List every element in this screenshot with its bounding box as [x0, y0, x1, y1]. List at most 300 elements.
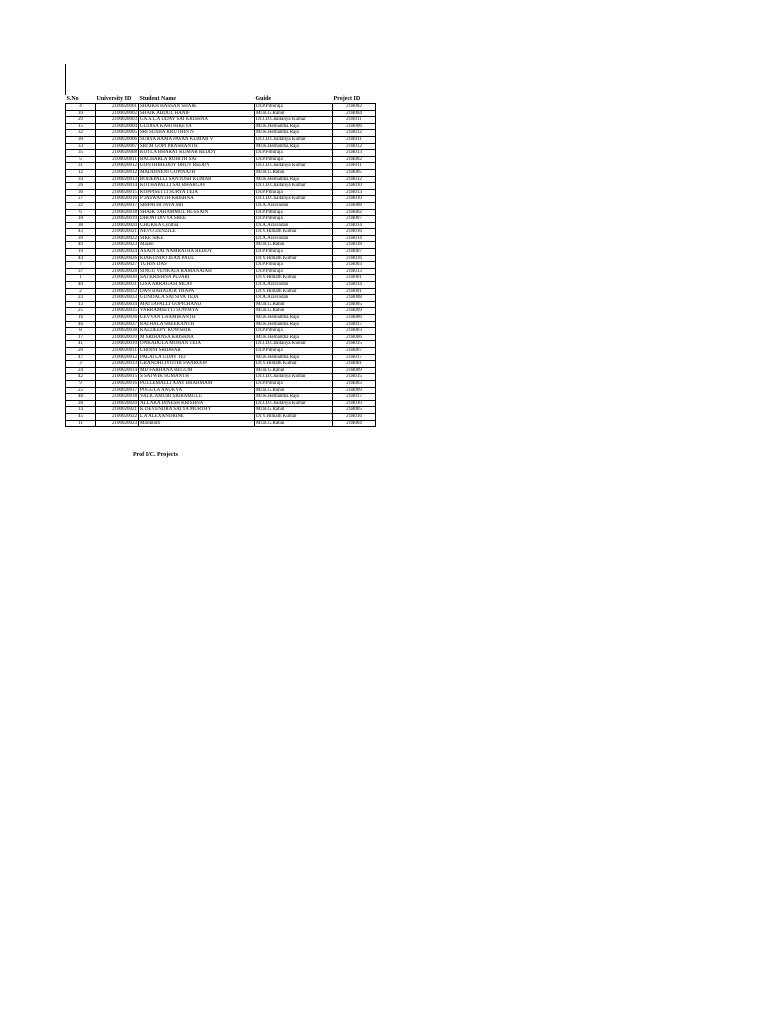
cell-sno: 40	[66, 282, 96, 289]
cell-guide: Dr.J.D.Chaitanya Kumar	[255, 341, 333, 348]
cell-guide: Dr.A.Aravindan	[255, 222, 333, 229]
cell-project-id: 21R017	[333, 394, 376, 401]
cell-university-id: 2100020012	[96, 163, 139, 170]
cell-guide: Mr.K.Hemantha Raja	[255, 354, 333, 361]
table-row	[66, 110, 376, 117]
cell-project-id: 21R011	[333, 117, 376, 124]
table-row	[66, 189, 376, 196]
cell-university-id: 2100020022	[96, 235, 139, 242]
cell-university-id: 2100020023	[96, 420, 139, 427]
header-guide: Guide	[255, 95, 333, 104]
cell-guide: Dr.P.Pitluraja	[255, 380, 333, 387]
cell-university-id: 2100020022	[96, 413, 139, 420]
cell-university-id: 2100020038	[96, 328, 139, 335]
cell-university-id: 2100020012	[96, 169, 139, 176]
table-row	[66, 328, 376, 335]
table-row	[66, 420, 376, 427]
table-row	[66, 400, 376, 407]
header-project-id: Project ID	[333, 95, 376, 104]
cell-project-id: 21R014	[333, 222, 376, 229]
cell-project-id: 21R005	[333, 407, 376, 414]
cell-project-id: 21R001	[333, 361, 376, 368]
cell-sno: 31	[66, 163, 96, 170]
cell-project-id: 21R015	[333, 374, 376, 381]
cell-guide: Dr.A.Aravindan	[255, 202, 333, 209]
cell-project-id: 21R005	[333, 169, 376, 176]
cell-project-id: 21R016	[333, 413, 376, 420]
cell-student-name: SINGU VENKATA RAMANAIAH	[139, 268, 255, 275]
cell-student-name: S SATWIK SUMANTH	[139, 374, 255, 381]
cell-student-name: GEVVAN LAXMIKANTH	[139, 315, 255, 322]
cell-university-id: 2100020002	[96, 110, 139, 117]
cell-project-id: 21R012	[333, 176, 376, 183]
cell-student-name: SHAIKH HASSAN SHAIK	[139, 104, 255, 111]
cell-university-id: 2100020014	[96, 183, 139, 190]
cell-student-name: P JASWANTH KRISHNA	[139, 196, 255, 203]
cell-sno: 2	[66, 288, 96, 295]
cell-project-id: 21R008	[333, 202, 376, 209]
cell-guide: Mr.K.Hemantha Raja	[255, 130, 333, 137]
cell-project-id: 21R016	[333, 229, 376, 236]
cell-university-id: 2100020026	[96, 255, 139, 262]
cell-university-id: 2100020034	[96, 301, 139, 308]
cell-student-name: RACHARLA ROHITH SAI	[139, 156, 255, 163]
cell-university-id: 2100020031	[96, 282, 139, 289]
cell-guide: Mr.B.G.Rahul	[255, 407, 333, 414]
cell-guide: Dr.P.Pitluraja	[255, 328, 333, 335]
cell-university-id: 2100020018	[96, 394, 139, 401]
table-row	[66, 380, 376, 387]
cell-university-id: 2100020011	[96, 347, 139, 354]
cell-sno: 1	[66, 275, 96, 282]
header-university-id: University ID	[96, 95, 139, 104]
cell-guide: Mr.B.G.Rahul	[255, 387, 333, 394]
cell-student-name: SRIPATHI JAYA SRI	[139, 202, 255, 209]
table-row	[66, 301, 376, 308]
cell-student-name: KOTLA BHARAT KUMAR REDDY	[139, 150, 255, 157]
cell-project-id: 21R010	[333, 196, 376, 203]
cell-guide: Mr.B.G.Rahul	[255, 242, 333, 249]
cell-guide: Mr.B.G.Rahul	[255, 169, 333, 176]
cell-project-id: 21R010	[333, 400, 376, 407]
cell-sno: 42	[66, 374, 96, 381]
prof-ic-projects-label: Prof I/C. Projects	[133, 452, 178, 458]
cell-sno: 29	[66, 117, 96, 124]
cell-guide: Dr.A.Aravindan	[255, 295, 333, 302]
cell-guide: Dr.P.Pitluraja	[255, 268, 333, 275]
table-row	[66, 242, 376, 249]
cell-project-id: 21R011	[333, 136, 376, 143]
cell-sno: 17	[66, 334, 96, 341]
cell-guide: Dr.J.D.Chaitanya Kumar	[255, 374, 333, 381]
cell-guide: Dr.Y.Himath Kumar	[255, 275, 333, 282]
cell-student-name: MATTAPALLI GOPICHAND	[139, 301, 255, 308]
cell-guide: Dr.P.Pitluraja	[255, 249, 333, 256]
cell-university-id: 2100020023	[96, 242, 139, 249]
cell-sno: 41	[66, 341, 96, 348]
cell-guide: Dr.J.D.Chaitanya Kumar	[255, 163, 333, 170]
cell-guide: Dr.P.Pitluraja	[255, 347, 333, 354]
cell-sno: 6	[66, 209, 96, 216]
cell-university-id: 2100020021	[96, 229, 139, 236]
cell-sno: 27	[66, 196, 96, 203]
cell-project-id: 21R016	[333, 255, 376, 262]
cell-guide: Dr.P.Pitluraja	[255, 262, 333, 269]
table-row	[66, 150, 376, 157]
table-row	[66, 354, 376, 361]
cell-sno: 25	[66, 387, 96, 394]
cell-student-name: KALDEEPY KOWSHIK	[139, 328, 255, 335]
cell-student-name: Mazen	[139, 242, 255, 249]
table-row	[66, 295, 376, 302]
cell-project-id: 21R007	[333, 347, 376, 354]
cell-student-name: LISA ARRAGASI MLAY	[139, 282, 255, 289]
table-row	[66, 315, 376, 322]
cell-university-id: 2100020028	[96, 268, 139, 275]
cell-student-name: POGULA ANUKYA	[139, 387, 255, 394]
cell-guide: Dr.Y.Himath Kumar	[255, 288, 333, 295]
cell-sno: 32	[66, 130, 96, 137]
cell-university-id: 2100020032	[96, 288, 139, 295]
cell-sno: 39	[66, 235, 96, 242]
cell-guide: Dr.P.Pitluraja	[255, 156, 333, 163]
cell-guide: Dr.J.D.Chaitanya Kumar	[255, 136, 333, 143]
table-row	[66, 123, 376, 130]
cell-student-name: BODEPALLI SANTOSH KUMAR	[139, 176, 255, 183]
sheet-left-border	[65, 64, 66, 95]
cell-university-id: 2100020019	[96, 216, 139, 223]
cell-student-name: SAI KRISHNA PUJARI	[139, 275, 255, 282]
table-row	[66, 136, 376, 143]
cell-student-name: VARRAMSETTI SOWMYA	[139, 308, 255, 315]
cell-university-id: 2100020020	[96, 222, 139, 229]
cell-guide: Mr.K.Hemantha Raja	[255, 394, 333, 401]
cell-sno: 46	[66, 321, 96, 328]
cell-university-id: 2100020017	[96, 202, 139, 209]
cell-project-id: 21R005	[333, 301, 376, 308]
cell-project-id: 21R003	[333, 262, 376, 269]
cell-student-name: M SRIHANSA KRISHNA	[139, 334, 255, 341]
table-row	[66, 361, 376, 368]
cell-sno: 12	[66, 169, 96, 176]
cell-project-id: 21R012	[333, 143, 376, 150]
cell-student-name: Mariktoth	[139, 420, 255, 427]
cell-sno: 23	[66, 295, 96, 302]
cell-sno: 10	[66, 110, 96, 117]
cell-guide: Dr.Y.Himath Kumar	[255, 229, 333, 236]
table-row	[66, 130, 376, 137]
table-row	[66, 413, 376, 420]
table-row	[66, 282, 376, 289]
cell-guide: Dr.P.Pitluraja	[255, 104, 333, 111]
cell-project-id: 21R014	[333, 282, 376, 289]
cell-sno: 19	[66, 249, 96, 256]
table-row	[66, 341, 376, 348]
cell-project-id: 21R003	[333, 380, 376, 387]
table-row	[66, 143, 376, 150]
table-row	[66, 216, 376, 223]
cell-guide: Mr.K.Hemantha Raja	[255, 315, 333, 322]
cell-student-name: ALLAKA DINESH KRISHNA	[139, 400, 255, 407]
cell-sno: 9	[66, 380, 96, 387]
cell-sno: 20	[66, 347, 96, 354]
cell-project-id: 21R013	[333, 189, 376, 196]
table-row	[66, 196, 376, 203]
cell-project-id: 21R018	[333, 242, 376, 249]
cell-student-name: SIKE SIKE	[139, 235, 255, 242]
cell-guide: Dr.P.Pitluraja	[255, 150, 333, 157]
cell-sno: 33	[66, 143, 96, 150]
cell-university-id: 2100020016	[96, 196, 139, 203]
cell-student-name: K DEVENDRA SATYA MURTHY	[139, 407, 255, 414]
cell-guide: Mr.K.Hemantha Raja	[255, 334, 333, 341]
cell-university-id: 2100020037	[96, 321, 139, 328]
table-row	[66, 394, 376, 401]
table-row	[66, 229, 376, 236]
cell-sno: 11	[66, 420, 96, 427]
cell-guide: Dr.A.Aravindan	[255, 235, 333, 242]
cell-project-id: 21R007	[333, 216, 376, 223]
table-row	[66, 275, 376, 282]
cell-project-id: 21R002	[333, 209, 376, 216]
cell-student-name: SHAIK TAHAMMUL HUSSAIN	[139, 209, 255, 216]
cell-sno: 15	[66, 123, 96, 130]
cell-sno: 48	[66, 394, 96, 401]
cell-university-id: 2100020015	[96, 374, 139, 381]
cell-university-id: 2100020030	[96, 275, 139, 282]
table-row	[66, 156, 376, 163]
cell-sno: 30	[66, 136, 96, 143]
cell-sno: 26	[66, 183, 96, 190]
table-row	[66, 367, 376, 374]
cell-sno: 38	[66, 222, 96, 229]
cell-university-id: 2100020010	[96, 341, 139, 348]
cell-university-id: 2100020001	[96, 104, 139, 111]
cell-university-id: 2100020033	[96, 295, 139, 302]
cell-student-name: GUDISA KARTHIKEYA	[139, 123, 255, 130]
cell-project-id: 21R017	[333, 321, 376, 328]
table-row	[66, 262, 376, 269]
header-sno: S.No	[66, 95, 96, 104]
cell-guide: Mr.K.Hemantha Raja	[255, 321, 333, 328]
cell-student-name: L A ALEXANDRINE	[139, 413, 255, 420]
cell-university-id: 2100020039	[96, 334, 139, 341]
table-row	[66, 117, 376, 124]
table-row	[66, 347, 376, 354]
table-row	[66, 104, 376, 111]
cell-university-id: 2100020016	[96, 380, 139, 387]
cell-project-id: 21R007	[333, 249, 376, 256]
cell-university-id: 2100020012	[96, 354, 139, 361]
cell-student-name: SRI SUSHA KRUTHIN N	[139, 130, 255, 137]
cell-university-id: 2100020015	[96, 189, 139, 196]
cell-sno: 18	[66, 216, 96, 223]
cell-project-id: 21R010	[333, 183, 376, 190]
cell-guide: Dr.J.D.Chaitanya Kumar	[255, 183, 333, 190]
cell-guide: Mr.B.G.Rahul	[255, 110, 333, 117]
cell-university-id: 2100020013	[96, 361, 139, 368]
cell-project-id: 21R003	[333, 328, 376, 335]
cell-student-name: TUHIN DAS	[139, 262, 255, 269]
cell-student-name: ASADI SAI NAMRATHA REDDY	[139, 249, 255, 256]
cell-guide: Dr.J.D.Chaitanya Kumar	[255, 117, 333, 124]
cell-university-id: 2100020036	[96, 315, 139, 322]
cell-sno: 25	[66, 308, 96, 315]
cell-sno: 3	[66, 361, 96, 368]
cell-student-name: RATHALA SREEKANTH	[139, 321, 255, 328]
table-row	[66, 235, 376, 242]
table-row	[66, 387, 376, 394]
cell-sno: 22	[66, 202, 96, 209]
table-row	[66, 288, 376, 295]
cell-sno: 36	[66, 189, 96, 196]
cell-sno: 45	[66, 413, 96, 420]
cell-project-id: 21R006	[333, 334, 376, 341]
cell-student-name: GUNDALA SAI SIVA TEJA	[139, 295, 255, 302]
cell-guide: Mr.B.G.Rahul	[255, 367, 333, 374]
cell-project-id: 21R014	[333, 235, 376, 242]
cell-project-id: 21R015	[333, 341, 376, 348]
table-row	[66, 374, 376, 381]
table-row	[66, 308, 376, 315]
cell-guide: Mr.K.Hemantha Raja	[255, 123, 333, 130]
cell-student-name: GA.S.L.A UDAY SAI KRISHNA	[139, 117, 255, 124]
cell-sno: 34	[66, 176, 96, 183]
table-row	[66, 334, 376, 341]
cell-guide: Mr.B.G.Rahul	[255, 308, 333, 315]
cell-project-id: 21R013	[333, 150, 376, 157]
cell-student-name: GRANDHI JYOTHI SWAROOP	[139, 361, 255, 368]
table-row	[66, 268, 376, 275]
cell-student-name: DAN BAHADUR THAPA	[139, 288, 255, 295]
cell-university-id: 2100020024	[96, 249, 139, 256]
cell-project-id: 21R002	[333, 104, 376, 111]
cell-sno: 35	[66, 150, 96, 157]
cell-project-id: 21R006	[333, 315, 376, 322]
cell-sno: 44	[66, 255, 96, 262]
cell-student-name: KOPPISETTI SURYA TEJA	[139, 189, 255, 196]
cell-university-id: 2100020027	[96, 262, 139, 269]
table-row	[66, 176, 376, 183]
cell-project-id: 21R013	[333, 268, 376, 275]
cell-university-id: 2100020017	[96, 387, 139, 394]
cell-sno: 7	[66, 262, 96, 269]
table-body	[66, 104, 376, 427]
cell-university-id: 2100020021	[96, 407, 139, 414]
cell-student-name: VALICAMURI SRIRAMULU	[139, 394, 255, 401]
cell-sno: 8	[66, 328, 96, 335]
cell-student-name: MADDINENI GOPINATH	[139, 169, 255, 176]
cell-university-id: 2100020035	[96, 308, 139, 315]
cell-university-id: 2100020011	[96, 156, 139, 163]
cell-sno: 47	[66, 354, 96, 361]
cell-university-id: 2100020008	[96, 150, 139, 157]
cell-university-id: 2100020004	[96, 123, 139, 130]
cell-guide: Dr.Y.Himath Kumar	[255, 255, 333, 262]
cell-sno: 4	[66, 104, 96, 111]
cell-guide: Dr.A.Aravindan	[255, 282, 333, 289]
cell-student-name: CHUKKA Cynthia	[139, 222, 255, 229]
table-row	[66, 255, 376, 262]
cell-student-name: SURYA RAMA PAVAN KUMAR V	[139, 136, 255, 143]
cell-project-id: 21R017	[333, 354, 376, 361]
student-project-table	[65, 95, 376, 427]
cell-guide: Mr.K.Hemantha Raja	[255, 143, 333, 150]
header-student-name: Student Name	[139, 95, 255, 104]
cell-guide: Dr.P.Pitluraja	[255, 209, 333, 216]
cell-project-id: 21R009	[333, 387, 376, 394]
cell-student-name: KIAKUNDO JEAN PAUL	[139, 255, 255, 262]
cell-student-name: DHONI DIVYA SREE	[139, 216, 255, 223]
cell-student-name: PULLEMALLI AJAY BRAHMAM	[139, 380, 255, 387]
cell-sno: 28	[66, 400, 96, 407]
cell-sno: 24	[66, 367, 96, 374]
cell-project-id: 21R006	[333, 123, 376, 130]
cell-project-id: 21R001	[333, 288, 376, 295]
cell-project-id: 21R004	[333, 110, 376, 117]
cell-student-name: MD FARHANA BEGUM	[139, 367, 255, 374]
cell-guide: Mr.K.Hemantha Raja	[255, 176, 333, 183]
cell-project-id: 21R008	[333, 295, 376, 302]
cell-student-name: SRI M GOPI PRASHANTH	[139, 143, 255, 150]
cell-guide: Mr.B.G.Rahul	[255, 301, 333, 308]
cell-student-name: PALATLA UDAY TEJ	[139, 354, 255, 361]
cell-guide: Dr.J.D.Chaitanya Kumar	[255, 400, 333, 407]
table-row	[66, 321, 376, 328]
cell-student-name: CHINNI SRIDHAR	[139, 347, 255, 354]
cell-sno: 37	[66, 268, 96, 275]
cell-student-name: SHAIK ABDUL HANIF	[139, 110, 255, 117]
cell-university-id: 2100020005	[96, 130, 139, 137]
cell-student-name: NEVO ZENZILE	[139, 229, 255, 236]
cell-guide: Dr.P.Pitluraja	[255, 189, 333, 196]
cell-project-id: 21R011	[333, 163, 376, 170]
table-row	[66, 202, 376, 209]
cell-project-id: 21R012	[333, 130, 376, 137]
cell-university-id: 2100020018	[96, 209, 139, 216]
cell-university-id: 2100020007	[96, 143, 139, 150]
table-row	[66, 183, 376, 190]
cell-guide: Dr.J.D.Chaitanya Kumar	[255, 196, 333, 203]
cell-guide: Dr.Y.Himath Kumar	[255, 361, 333, 368]
cell-sno: 49	[66, 242, 96, 249]
cell-sno: 16	[66, 315, 96, 322]
cell-guide: Dr.P.Pitluraja	[255, 216, 333, 223]
cell-university-id: 2100020006	[96, 136, 139, 143]
table-row	[66, 222, 376, 229]
cell-project-id: 21R002	[333, 156, 376, 163]
table-row	[66, 209, 376, 216]
cell-sno: 43	[66, 229, 96, 236]
cell-university-id: 2100020003	[96, 117, 139, 124]
cell-project-id: 21R009	[333, 308, 376, 315]
table-row	[66, 169, 376, 176]
cell-project-id: 21R001	[333, 275, 376, 282]
cell-sno: 5	[66, 156, 96, 163]
cell-sno: 14	[66, 407, 96, 414]
cell-sno: 13	[66, 301, 96, 308]
cell-guide: Dr.Y.Himath Kumar	[255, 413, 333, 420]
cell-university-id: 2100020020	[96, 400, 139, 407]
cell-student-name: ONKADULA MOHAN TEJA	[139, 341, 255, 348]
table-row	[66, 249, 376, 256]
cell-student-name: KOTHAPALLI SAI BHARGAV	[139, 183, 255, 190]
table-row	[66, 163, 376, 170]
cell-university-id: 2100020013	[96, 176, 139, 183]
cell-project-id: 21R004	[333, 420, 376, 427]
table-header-row	[66, 95, 376, 104]
cell-project-id: 21R009	[333, 367, 376, 374]
